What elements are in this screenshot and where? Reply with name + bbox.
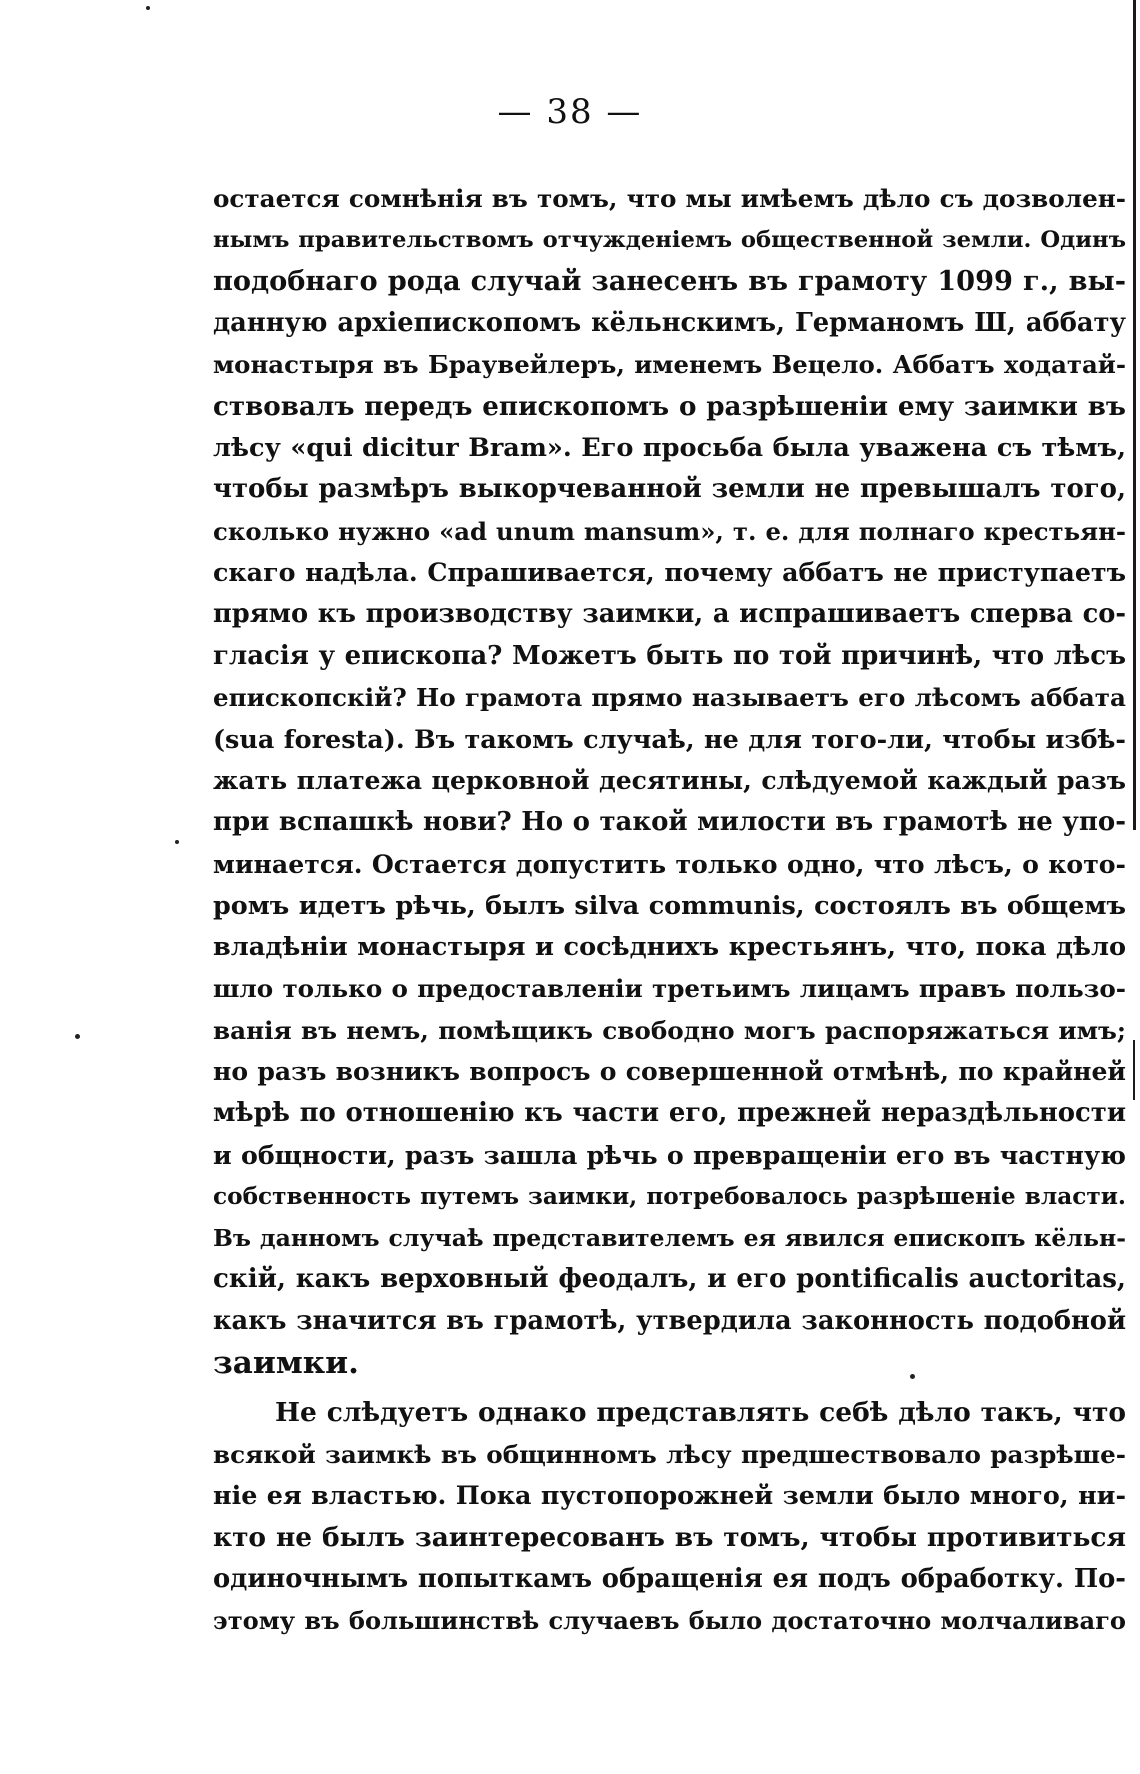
scan-speck [910,1374,915,1379]
text-line: скаго надѣла. Спрашивается, почему аббатъ не приступаетъ [213,557,1126,588]
scan-speck [146,6,150,10]
text-line: этому въ большинствѣ случаевъ было достаточно молчаливаго [213,1606,1126,1636]
text-line: ванія въ немъ, помѣщикъ свободно могъ распоряжаться имъ; [213,1015,1126,1045]
text-line: данную архіепископомъ кёльнскимъ, Германомъ Ш, аббату [213,307,1126,338]
text-line: какъ значится въ грамотѣ, утвердила законность подобной [213,1306,1126,1337]
paragraph [213,1392,1126,1642]
text-line: но разъ возникъ вопросъ о совершенной отмѣнѣ, по крайней [213,1056,1126,1087]
text-line: Въ данномъ случаѣ представителемъ ея явился епископъ кёльн- [213,1223,1126,1252]
text-line: прямо къ производству заимки, а испрашиваетъ сперва со- [213,598,1126,629]
text-line: жать платежа церковной десятины, слѣдуемой каждый разъ [213,765,1126,796]
text-line: заимки. [213,1344,359,1381]
text-line: лѣсу «qui dicitur Bram». Его просьба была уважена съ тѣмъ, [213,432,1126,463]
body-text [213,178,1126,1642]
text-line: подобнаго рода случай занесенъ въ грамоту 1099 г., вы- [213,265,1126,298]
text-line: кто не былъ заинтересованъ въ томъ, чтобы противиться [213,1522,1126,1553]
text-line: собственность путемъ заимки, потребовалось разрѣшеніе власти. [213,1183,1126,1211]
paragraph [213,178,1126,1384]
text-line: чтобы размѣръ выкорчеванной земли не превышалъ того, [213,474,1126,505]
text-line: всякой заимкѣ въ общинномъ лѣсу предшествовало разрѣше- [213,1439,1126,1469]
text-line: сколько нужно «ad unum mansum», т. е. для полнаго крестьян- [213,516,1126,546]
text-line: остается сомнѣнія въ томъ, что мы имѣемъ дѣло съ дозволен- [213,184,1126,213]
text-line: минается. Остается допустить только одно, что лѣсъ, о кото- [213,848,1126,879]
text-line: монастыря въ Браувейлеръ, именемъ Вецело. Аббатъ ходатай- [213,350,1126,380]
text-line: ніе ея властью. Пока пустопорожней земли было много, ни- [213,1480,1126,1511]
scan-speck [175,840,179,844]
text-line: ромъ идетъ рѣчь, былъ silva communis, состоялъ въ общемъ [213,890,1126,921]
text-line: епископскій? Но грамота прямо называетъ его лѣсомъ аббата [213,683,1126,713]
text-line: (sua foresta). Въ такомъ случаѣ, не для того-ли, чтобы избѣ- [213,723,1126,754]
text-line: шло только о предоставленіи третьимъ лицамъ правъ пользо- [213,974,1126,1004]
text-line: мѣрѣ по отношенію къ части его, прежней нераздѣльности [213,1098,1126,1129]
page-edge-shadow-lower [1133,1040,1135,1100]
text-line: гласія у епископа? Можетъ быть по той причинѣ, что лѣсъ [213,640,1126,671]
text-line: ствовалъ передъ епископомъ о разрѣшеніи ему заимки въ [213,390,1126,422]
page-number: — 38 — [497,92,643,132]
scan-speck [75,1034,80,1039]
text-line: одиночнымъ попыткамъ обращенія ея подъ обработку. По- [213,1563,1126,1594]
text-line: владѣніи монастыря и сосѣднихъ крестьянъ, что, пока дѣло [213,931,1126,962]
text-line: и общности, разъ зашла рѣчь о превращеніи его въ частную [213,1139,1126,1170]
text-line: при вспашкѣ нови? Но о такой милости въ грамотѣ не упо- [213,806,1126,837]
text-line: скій, какъ верховный феодалъ, и его pontificalis auctoritas, [213,1264,1126,1295]
text-line: нымъ правительствомъ отчужденіемъ общественной земли. Одинъ [213,226,1126,253]
text-line: Не слѣдуетъ однако представлять себѣ дѣло такъ, что [275,1397,1126,1429]
